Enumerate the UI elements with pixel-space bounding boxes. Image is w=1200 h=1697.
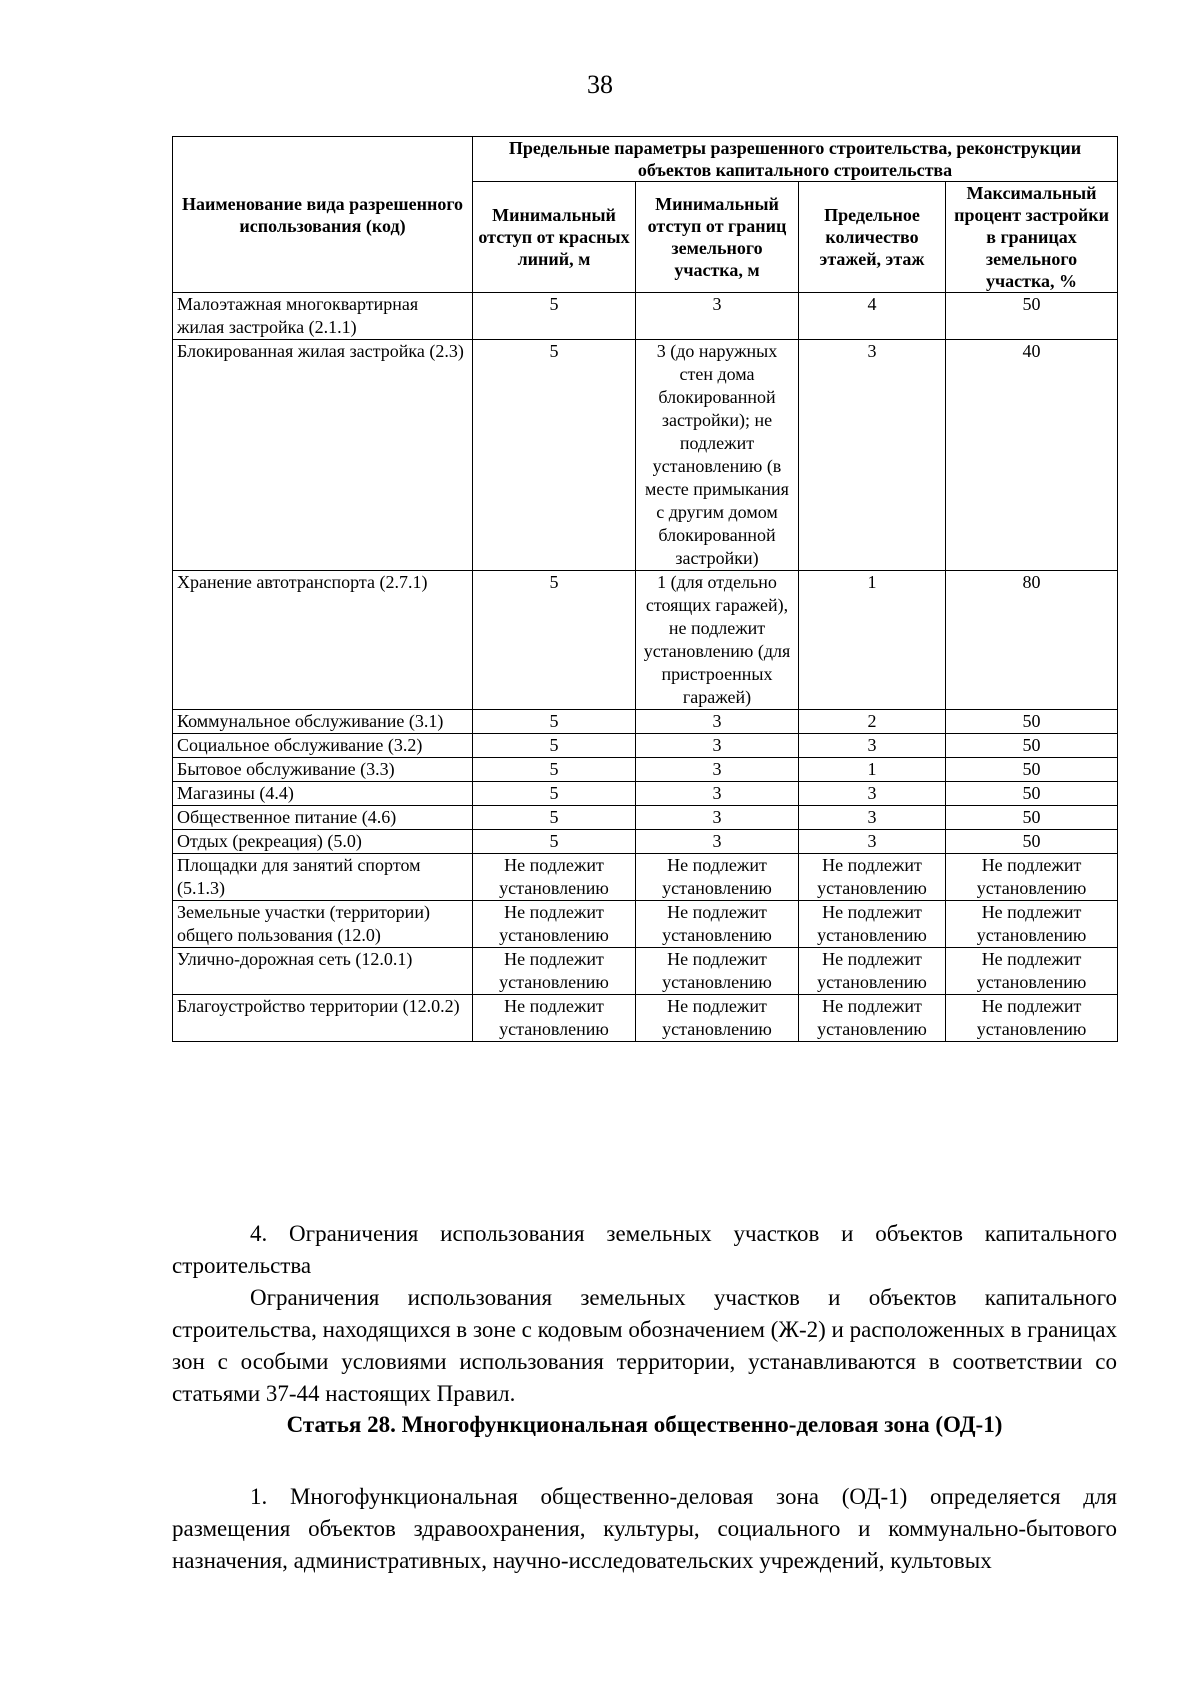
header-min-offset-boundaries: Минимальный отступ от границ земельного участка, м — [636, 182, 799, 293]
table-row — [173, 758, 1118, 782]
cell-value: 1 (для отдельно стоящих гаражей), не подлежит установлению (для пристроенных гаражей) — [636, 571, 799, 710]
cell-value: Не подлежит установлению — [473, 901, 636, 948]
header-max-coverage: Максимальный процент застройки в границах земельного участка, % — [946, 182, 1118, 293]
cell-value: 5 — [473, 782, 636, 806]
cell-value: 50 — [946, 710, 1118, 734]
row-name: Блокированная жилая застройка (2.3) — [173, 340, 473, 571]
table-row — [173, 782, 1118, 806]
row-name: Улично-дорожная сеть (12.0.1) — [173, 948, 473, 995]
cell-value: 5 — [473, 806, 636, 830]
table-row — [173, 571, 1118, 710]
cell-value: Не подлежит установлению — [946, 901, 1118, 948]
row-name: Малоэтажная многоквартирная жилая застройка (2.1.1) — [173, 293, 473, 340]
cell-value: 50 — [946, 806, 1118, 830]
table-row — [173, 995, 1118, 1042]
row-name: Социальное обслуживание (3.2) — [173, 734, 473, 758]
header-limit-params: Предельные параметры разрешенного строительства, реконструкции объектов капитального строительства — [473, 137, 1118, 182]
cell-value: Не подлежит установлению — [799, 901, 946, 948]
cell-value: Не подлежит установлению — [636, 948, 799, 995]
cell-value: 50 — [946, 782, 1118, 806]
header-max-floors: Предельное количество этажей, этаж — [799, 182, 946, 293]
cell-value: 3 (до наружных стен дома блокированной застройки); не подлежит установлению (в месте примыкания с другим домом блокированной застройки) — [636, 340, 799, 571]
cell-value: 1 — [799, 758, 946, 782]
table-row — [173, 854, 1118, 901]
cell-value: 3 — [636, 293, 799, 340]
cell-value: 4 — [799, 293, 946, 340]
cell-value: Не подлежит установлению — [946, 995, 1118, 1042]
header-usage-type: Наименование вида разрешенного использования (код) — [173, 137, 473, 293]
row-name: Отдых (рекреация) (5.0) — [173, 830, 473, 854]
cell-value: Не подлежит установлению — [473, 948, 636, 995]
table-row — [173, 293, 1118, 340]
cell-value: 50 — [946, 830, 1118, 854]
cell-value: 3 — [799, 734, 946, 758]
cell-value: Не подлежит установлению — [799, 948, 946, 995]
table-row — [173, 734, 1118, 758]
cell-value: Не подлежит установлению — [636, 995, 799, 1042]
cell-value: 3 — [799, 340, 946, 571]
row-name: Земельные участки (территории) общего пользования (12.0) — [173, 901, 473, 948]
cell-value: 5 — [473, 340, 636, 571]
table-row — [173, 340, 1118, 571]
cell-value: 3 — [636, 830, 799, 854]
cell-value: 80 — [946, 571, 1118, 710]
cell-value: 5 — [473, 710, 636, 734]
row-name: Магазины (4.4) — [173, 782, 473, 806]
cell-value: Не подлежит установлению — [946, 854, 1118, 901]
article-paragraph-1: 1. Многофункциональная общественно-деловая зона (ОД-1) определяется для размещения объектов здравоохранения, культуры, социального и коммунально-бытового назначения, административных, научно-исследовательских учреждений, культовых — [172, 1484, 1117, 1573]
row-name: Коммунальное обслуживание (3.1) — [173, 710, 473, 734]
parameters-table — [172, 136, 1118, 1042]
cell-value: 5 — [473, 571, 636, 710]
cell-value: 50 — [946, 734, 1118, 758]
cell-value: Не подлежит установлению — [799, 995, 946, 1042]
cell-value: Не подлежит установлению — [636, 901, 799, 948]
cell-value: Не подлежит установлению — [473, 995, 636, 1042]
row-name: Хранение автотранспорта (2.7.1) — [173, 571, 473, 710]
cell-value: 3 — [636, 710, 799, 734]
header-min-offset-red-lines: Минимальный отступ от красных линий, м — [473, 182, 636, 293]
cell-value: 3 — [636, 734, 799, 758]
row-name: Благоустройство территории (12.0.2) — [173, 995, 473, 1042]
row-name: Бытовое обслуживание (3.3) — [173, 758, 473, 782]
cell-value: 5 — [473, 734, 636, 758]
table-row — [173, 710, 1118, 734]
cell-value: 5 — [473, 758, 636, 782]
cell-value: 5 — [473, 830, 636, 854]
cell-value: Не подлежит установлению — [799, 854, 946, 901]
cell-value: Не подлежит установлению — [636, 854, 799, 901]
cell-value: Не подлежит установлению — [946, 948, 1118, 995]
row-name: Общественное питание (4.6) — [173, 806, 473, 830]
table-row — [173, 901, 1118, 948]
cell-value: 3 — [799, 806, 946, 830]
row-name: Площадки для занятий спортом (5.1.3) — [173, 854, 473, 901]
section-4-heading: 4. Ограничения использования земельных участков и объектов капитального строительства — [172, 1221, 1117, 1278]
cell-value: 3 — [799, 830, 946, 854]
table-row — [173, 948, 1118, 995]
cell-value: 2 — [799, 710, 946, 734]
cell-value: 50 — [946, 758, 1118, 782]
table-row — [173, 830, 1118, 854]
cell-value: 3 — [636, 758, 799, 782]
table-row — [173, 806, 1118, 830]
cell-value: 5 — [473, 293, 636, 340]
cell-value: 3 — [799, 782, 946, 806]
cell-value: 1 — [799, 571, 946, 710]
cell-value: 3 — [636, 806, 799, 830]
cell-value: Не подлежит установлению — [473, 854, 636, 901]
cell-value: 3 — [636, 782, 799, 806]
section-4-text: Ограничения использования земельных участков и объектов капитального строительства, находящихся в зоне с кодовым обозначением (Ж-2) и расположенных в границах зон с особыми условиями использования территории, устанавливаются в соответствии со статьями 37-44 настоящих Правил. — [172, 1285, 1117, 1406]
cell-value: 40 — [946, 340, 1118, 571]
table-header-row — [173, 137, 1118, 182]
article-title: Статья 28. Многофункциональная общественно-деловая зона (ОД-1) — [286, 1412, 1003, 1437]
cell-value: 50 — [946, 293, 1118, 340]
page-number: 38 — [587, 70, 613, 99]
